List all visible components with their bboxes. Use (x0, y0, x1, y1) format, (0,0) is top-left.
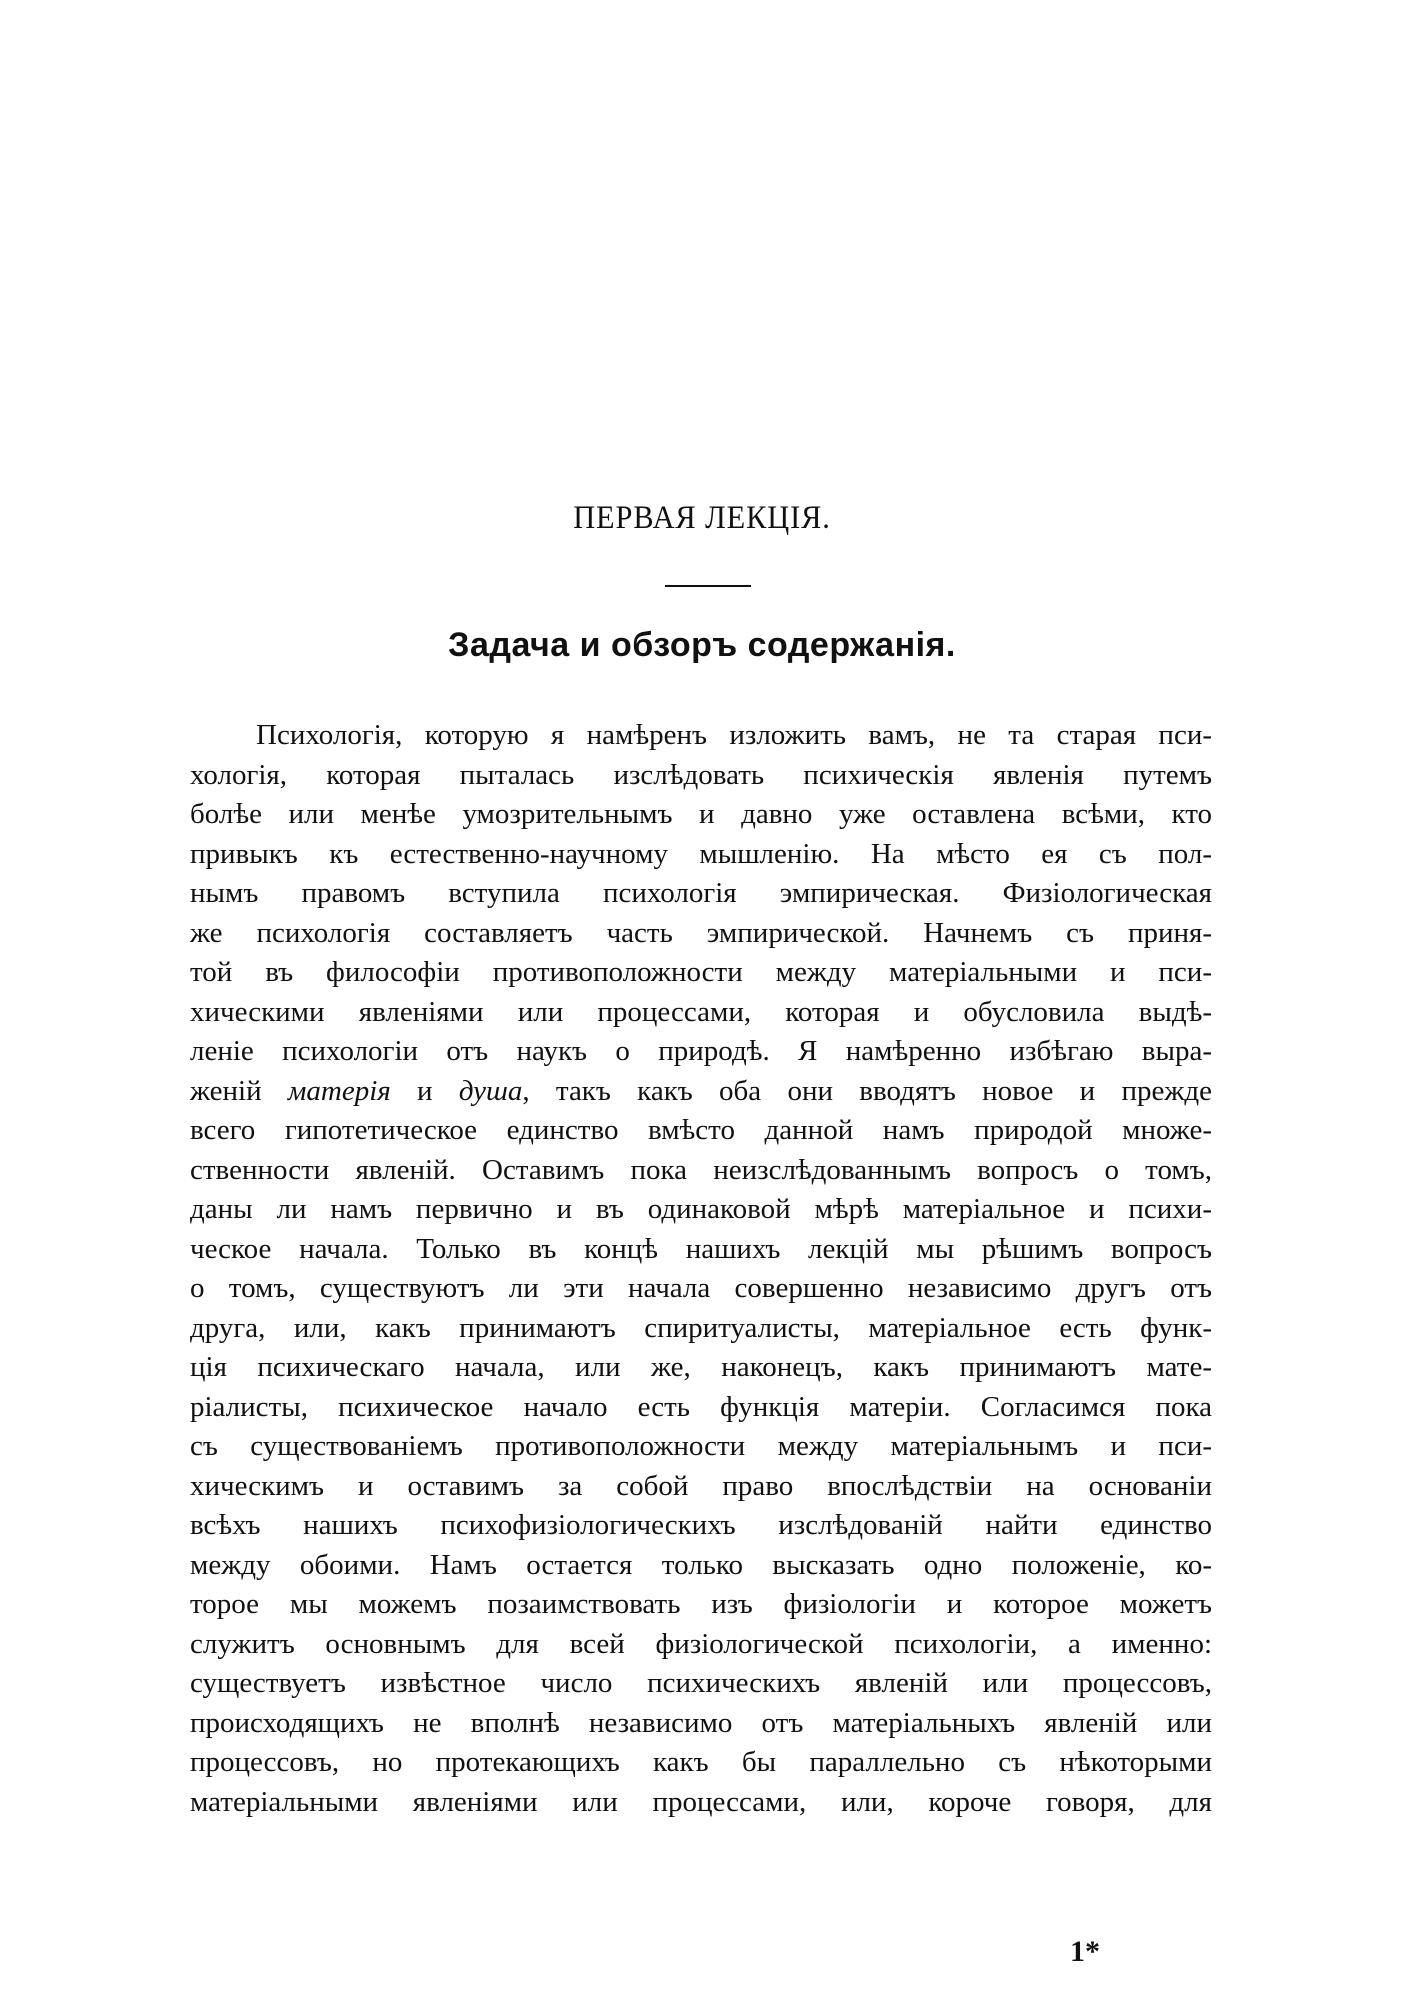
text-line: ція психическаго начала, или же, наконецъ, какъ принимаютъ мате- (190, 1351, 1212, 1383)
text-line: хическимъ и оставимъ за собой право впослѣдствіи на основаніи (190, 1469, 1212, 1502)
text-line: торое мы можемъ позаимствовать изъ физіологіи и которое можетъ (190, 1588, 1212, 1620)
text-line: матеріальными явленіями или процессами, или, короче говоря, для (190, 1785, 1212, 1818)
text-line: съ существованіемъ противоположности между матеріальнымъ и пси- (190, 1430, 1212, 1462)
text-line: друга, или, какъ принимаютъ спиритуалисты, матеріальное есть функ- (190, 1311, 1212, 1344)
text-line: хическими явленіями или процессами, которая и обусловила выдѣ- (190, 995, 1212, 1028)
text-line: болѣе или менѣе умозрительнымъ и давно уже оставлена всѣми, кто (190, 798, 1212, 830)
body-paragraph (190, 716, 1212, 1822)
line-joiner: и (390, 1074, 459, 1107)
text-line: служитъ основнымъ для всей физіологической психологіи, а именно: (190, 1627, 1212, 1660)
text-line: нымъ правомъ вступила психологія эмпирическая. Физіологическая (190, 877, 1212, 909)
text-line: даны ли намъ первично и въ одинаковой мѣрѣ матеріальное и психи- (190, 1193, 1212, 1225)
line-suffix: , такъ какъ оба они вводятъ новое и прежде (522, 1074, 1212, 1107)
text-line: происходящихъ не вполнѣ независимо отъ матеріальныхъ явленій или (190, 1706, 1212, 1739)
text-line: привыкъ къ естественно-научному мышленію. На мѣсто ея съ пол- (190, 837, 1212, 870)
line-prefix: женій (190, 1074, 288, 1107)
chapter-title: Задача и обзоръ содержанія. (448, 626, 956, 664)
lecture-heading: ПЕРВАЯ ЛЕКЦІЯ. (573, 500, 831, 536)
italic-term-matter: матерія (287, 1074, 391, 1107)
text-line: леніе психологіи отъ наукъ о природѣ. Я намѣренно избѣгаю выра- (190, 1035, 1212, 1067)
text-line: существуетъ извѣстное число психическихъ явленій или процессовъ, (190, 1667, 1212, 1699)
text-line: о томъ, существуютъ ли эти начала совершенно независимо другъ отъ (190, 1272, 1212, 1304)
text-line: Психологія, которую я намѣренъ изложить вамъ, не та старая пси- (256, 719, 1212, 751)
text-line: всего гипотетическое единство вмѣсто данной намъ природой множе- (190, 1114, 1212, 1146)
text-line: процессовъ, но протекающихъ какъ бы параллельно съ нѣкоторыми (190, 1746, 1212, 1778)
text-line: хологія, которая пыталась изслѣдовать психическія явленія путемъ (190, 758, 1212, 791)
text-line: всѣхъ нашихъ психофизіологическихъ изслѣдованій найти единство (190, 1509, 1212, 1541)
text-line: ственности явленій. Оставимъ пока неизслѣдованнымъ вопросъ о томъ, (190, 1153, 1212, 1186)
page-signature: 1* (1070, 1935, 1100, 1968)
text-line-with-italic-terms (190, 1072, 1212, 1112)
text-line: ріалисты, психическое начало есть функція матеріи. Согласимся пока (190, 1390, 1212, 1423)
text-line: же психологія составляетъ часть эмпирической. Начнемъ съ приня- (190, 916, 1212, 949)
text-line: ческое начала. Только въ концѣ нашихъ лекцій мы рѣшимъ вопросъ (190, 1232, 1212, 1265)
italic-term-soul: душа (458, 1074, 523, 1107)
text-line: между обоими. Намъ остается только высказать одно положеніе, ко- (190, 1548, 1212, 1581)
text-line: той въ философіи противоположности между матеріальными и пси- (190, 956, 1212, 988)
heading-divider (665, 585, 751, 587)
